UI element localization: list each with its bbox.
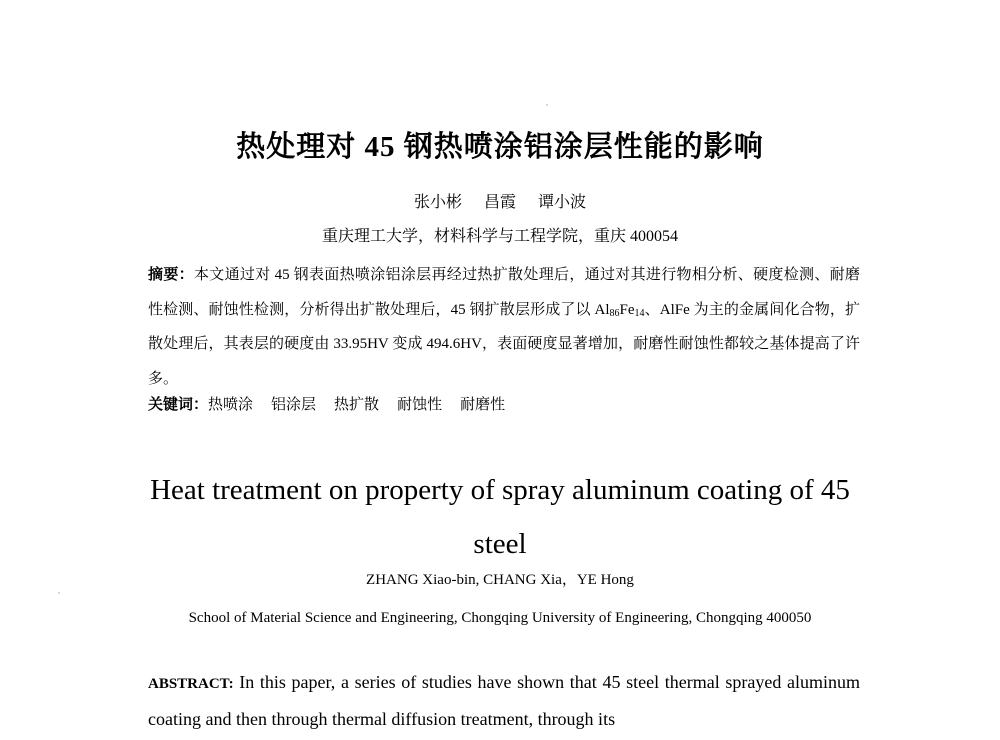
keyword: 热喷涂 <box>208 397 254 413</box>
chinese-abstract-text: 本文通过对 45 钢表面热喷涂铝涂层再经过热扩散处理后，通过对其进行物相分析、硬度检测、耐磨性检测、耐蚀性检测，分析得出扩散处理后，45 钢扩散层形成了以 Al <box>148 267 860 318</box>
keyword: 耐蚀性 <box>397 397 443 413</box>
chinese-author: 谭小波 <box>538 194 587 211</box>
chinese-abstract <box>148 258 860 396</box>
keyword: 铝涂层 <box>271 397 317 413</box>
subscript-86: 86 <box>609 307 620 319</box>
english-affiliation: School of Material Science and Engineering, Chongqing University of Engineering, Chongqing 400050 <box>188 610 812 626</box>
chinese-abstract-text: Fe <box>619 301 635 318</box>
chinese-keywords <box>148 393 860 414</box>
chinese-abstract-text: 、AlFe 为主的金属间化合物，扩散处理后，其表层的硬度由 33.95HV 变成 494.6HV，表面硬度显著增加，耐磨性耐蚀性都较之基体提高了许多。 <box>148 301 860 387</box>
chinese-keywords-label: 关键词： <box>148 397 209 413</box>
english-abstract-text: In this paper, a series of studies have shown that 45 steel thermal sprayed aluminum coating and then through thermal diffusion treatment, through its <box>148 672 860 729</box>
keyword: 耐磨性 <box>460 397 506 413</box>
chinese-authors <box>0 189 1000 212</box>
subscript-14: 14 <box>634 307 645 319</box>
keyword: 热扩散 <box>334 397 380 413</box>
chinese-abstract-label: 摘要： <box>148 267 194 283</box>
chinese-title: 热处理对 45 钢热喷涂铝涂层性能的影响 <box>236 131 764 163</box>
chinese-author: 张小彬 <box>413 194 462 211</box>
english-authors: ZHANG Xiao-bin, CHANG Xia，YE Hong <box>366 572 634 588</box>
scan-speck <box>58 592 60 594</box>
chinese-affiliation: 重庆理工大学，材料科学与工程学院，重庆 400054 <box>321 228 678 245</box>
english-abstract-label: ABSTRACT: <box>148 676 234 692</box>
english-abstract <box>148 665 860 737</box>
english-title: Heat treatment on property of spray aluminum coating of 45 steel <box>150 474 850 560</box>
scan-speck <box>546 104 548 106</box>
chinese-author: 昌霞 <box>483 194 516 211</box>
